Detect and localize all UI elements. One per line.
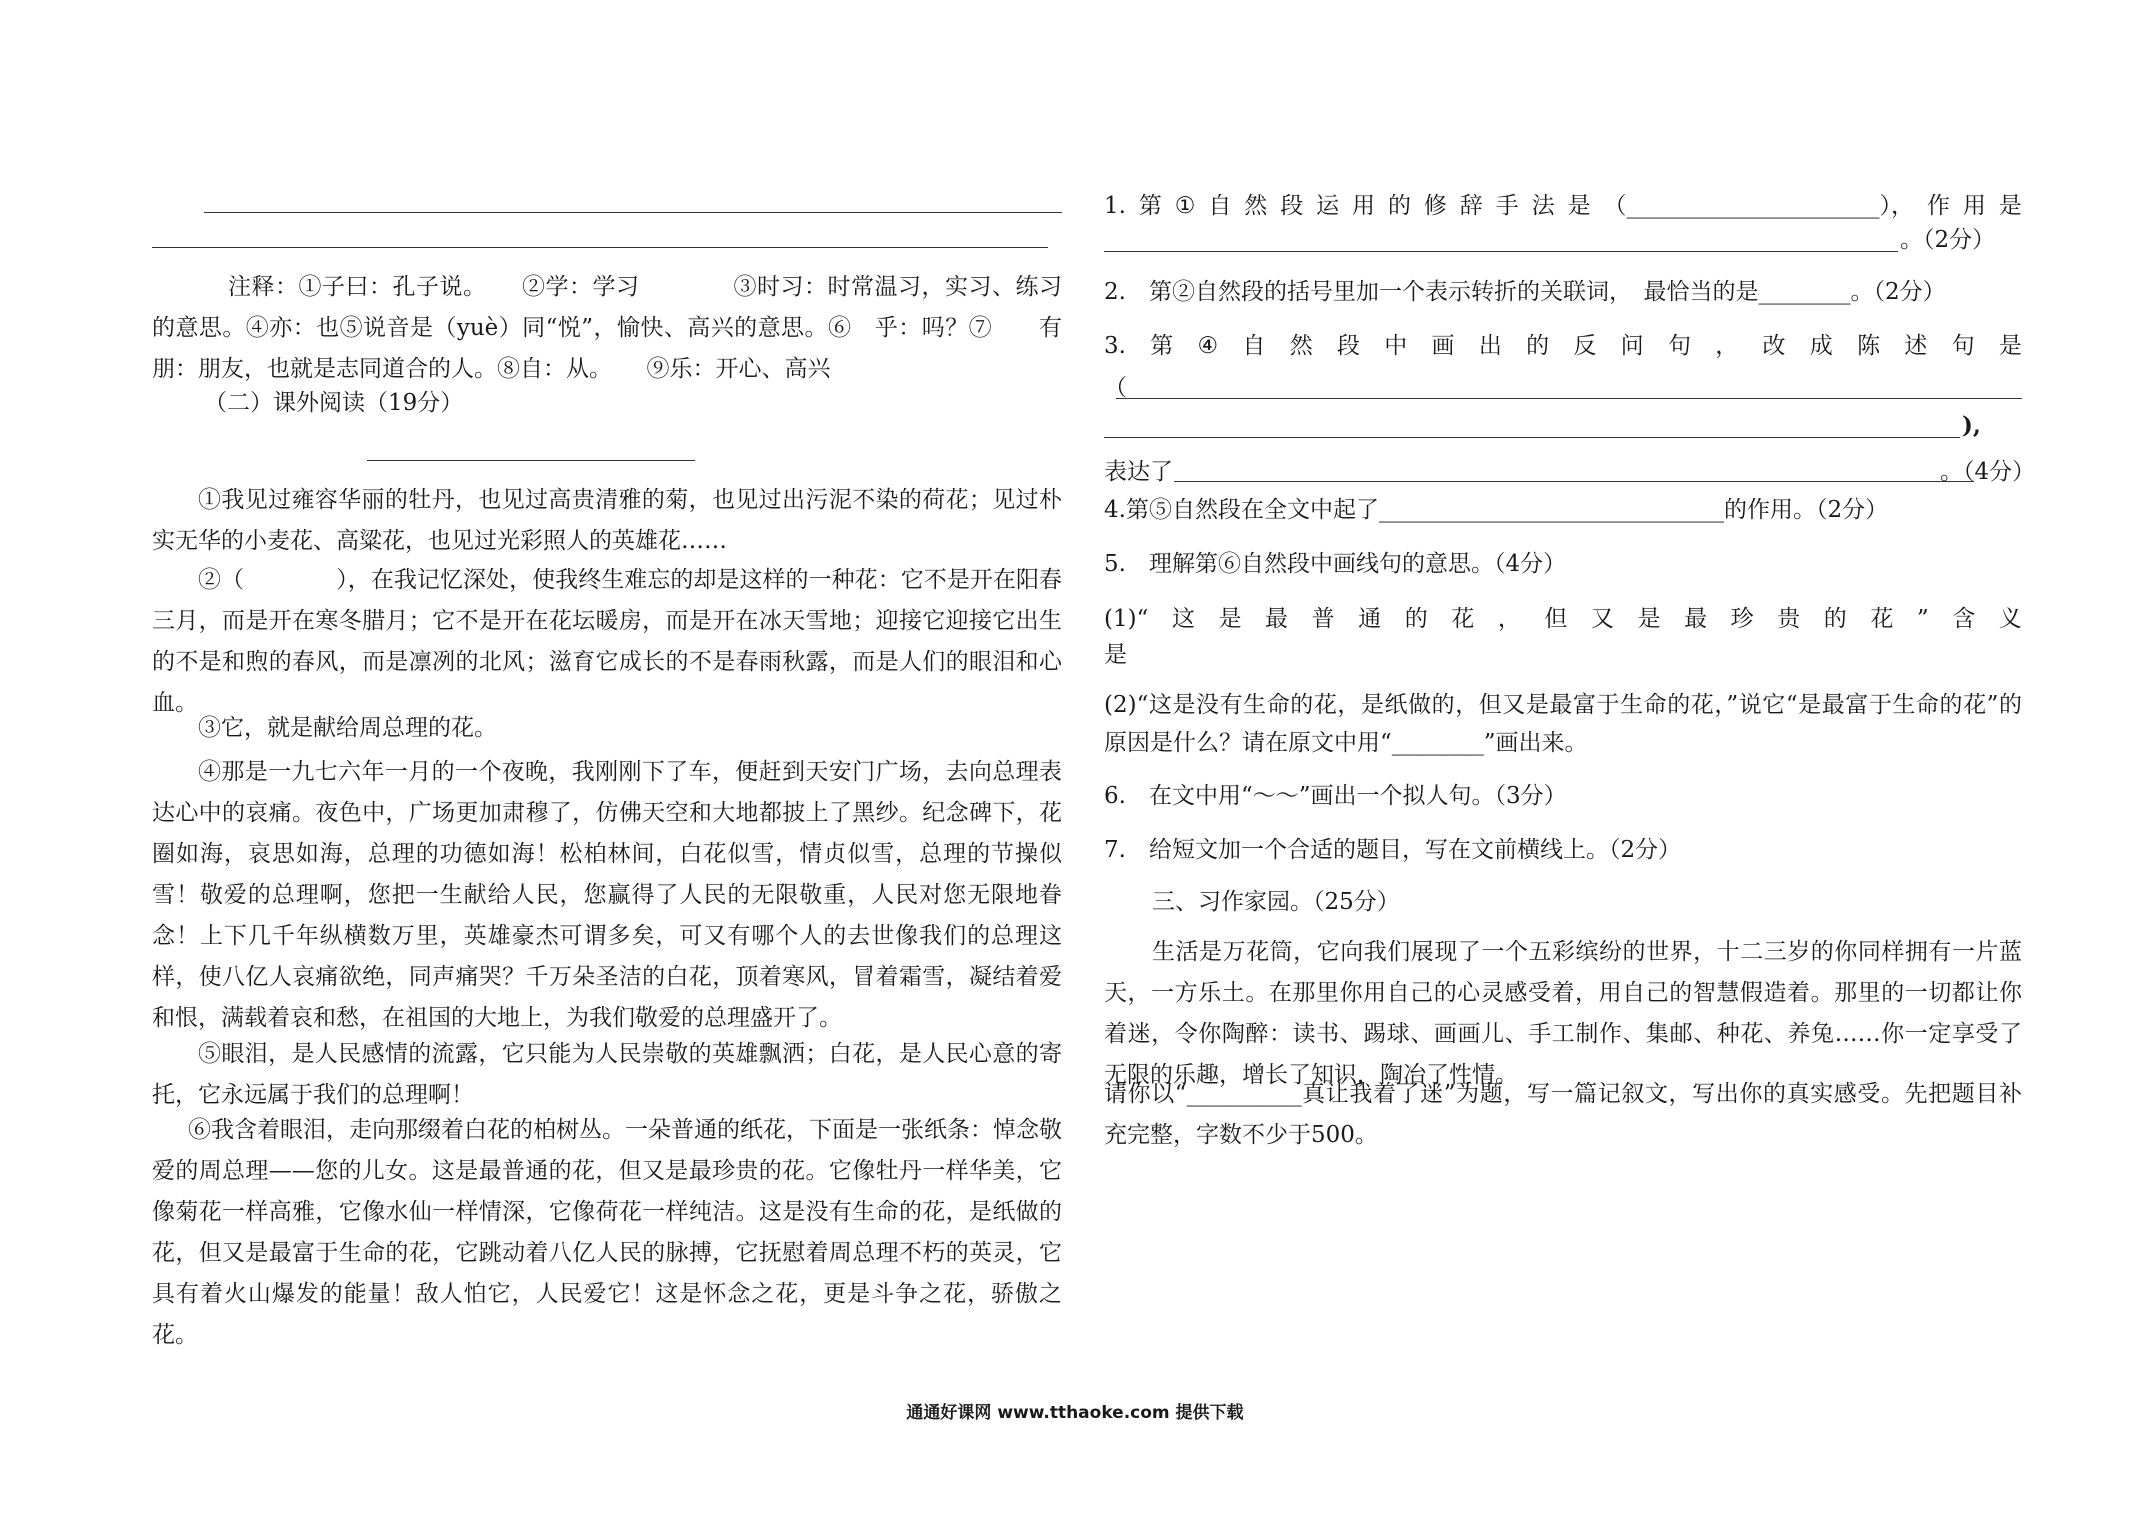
q3-answer-line-1 (1116, 398, 2022, 399)
question-5: 5. 理解第⑥自然段中画线句的意思。（4分） (1104, 551, 1567, 577)
q1-answer-line (1104, 251, 1898, 252)
question-1-points: 。（2分） (1900, 227, 1996, 253)
question-3-close-paren: ), (1962, 412, 1981, 439)
question-6: 6. 在文中用“～～”画出一个拟人句。（3分） (1104, 783, 1567, 809)
section-heading-writing: 三、习作家园。（25分） (1152, 889, 1400, 915)
paragraph-2: ②（ ），在我记忆深处，使我终生难忘的却是这样的一种花：它不是开在阳春三月，而是开在寒冬腊月；它不是开在花坛暖房，而是开在冰天雪地；迎接它迎接它出生的不是和煦的春风，而是凛冽的北风；滋育它成长的不是春雨秋露，而是人们的眼泪和心血。 (152, 567, 1062, 716)
q3-answer-line-2 (1104, 437, 1960, 438)
question-3-open-paren: （ (1104, 375, 1127, 401)
question-3-expressed: 表达了 (1104, 459, 1173, 485)
paragraph-1: ①我见过雍容华丽的牡丹，也见过高贵清雅的菊，也见过出污泥不染的荷花；见过朴实无华的小麦花、高粱花，也见过光彩照人的英雄花…… (152, 487, 1062, 554)
paragraph-3: ③它，就是献给周总理的花。 (198, 715, 497, 741)
question-1-line-a: 1. 第 ① 自 然 段 运 用 的 修 辞 手 法 是 （______________________）， 作 用 是 (1104, 193, 2022, 219)
question-7: 7. 给短文加一个合适的题目，写在文前横线上。（2分） (1104, 837, 1682, 863)
question-2: 2. 第②自然段的括号里加一个表示转折的关联词， 最恰当的是________。（2分） (1104, 279, 1946, 305)
essay-intro: 生活是万花筒，它向我们展现了一个五彩缤纷的世界，十二三岁的你同样拥有一片蓝天，一方乐土。在那里你用自己的心灵感受着，用自己的智慧假造着。那里的一切都让你着迷，令你陶醉：读书、踢球、画画儿、手工制作、集邮、种花、养兔……你一定享受了无限的乐趣，增长了知识，陶冶了性情。 (1104, 939, 2022, 1088)
q3-answer-line-3 (1174, 481, 1974, 482)
question-5-1-line-b: 是 (1104, 642, 1127, 668)
answer-line-1 (204, 212, 1062, 213)
paragraph-4: ④那是一九七六年一月的一个夜晚，我刚刚下了车，便赶到天安门广场，去向总理表达心中的哀痛。夜色中，广场更加肃穆了，仿佛天空和大地都披上了黑纱。纪念碑下，花圈如海，哀思如海，总理的功德如海！松柏林间，白花似雪，情贞似雪，总理的节操似雪！敬爱的总理啊，您把一生献给人民，您赢得了人民的无限敬重，人民对您无限地眷念！上下几千年纵横数万里，英雄豪杰可谓多矣，可又有哪个人的去世像我们的总理这样，使八亿人哀痛欲绝，同声痛哭？千万朵圣洁的白花，顶着寒风，冒着霜雪，凝结着爱和恨，满载着哀和愁，在祖国的大地上，为我们敬爱的总理盛开了。 (152, 759, 1062, 1031)
section-heading-extracurricular: （二）课外阅读（19分） (204, 390, 464, 416)
annotation-notes: 注释：①子曰：孔子说。 ②学：学习 ③时习：时常温习，实习、练习的意思。④亦：也⑤说音是（yuè）同“悦”，愉快、高兴的意思。⑥ 乎：吗？⑦ 有朋：朋友，也就是志同道合的人。⑧自：从。 ⑨乐：开心、高兴 (152, 274, 1062, 382)
paragraph-5: ⑤眼泪，是人民感情的流露，它只能为人民崇敬的英雄飘洒；白花，是人民心意的寄托，它永远属于我们的总理啊！ (152, 1041, 1062, 1108)
essay-prompt: 请你以“__________真让我着了迷”为题，写一篇记叙文，写出你的真实感受。先把题目补充完整，字数不少于500。 (1104, 1081, 2022, 1148)
question-5-1-line-a: (1)“ 这 是 最 普 通 的 花 ， 但 又 是 最 珍 贵 的 花 ” 含 义 (1104, 606, 2022, 632)
paragraph-6: ⑥我含着眼泪，走向那缀着白花的柏树丛。一朵普通的纸花，下面是一张纸条：悼念敬爱的周总理——您的儿女。这是最普通的花，但又是最珍贵的花。它像牡丹一样华美，它像菊花一样高雅，它像水仙一样情深，它像荷花一样纯洁。这是没有生命的花，是纸做的花，但又是最富于生命的花，它跳动着八亿人民的脉搏，它抚慰着周总理不朽的英灵，它具有着火山爆发的能量！敌人怕它，人民爱它！这是怀念之花，更是斗争之花，骄傲之花。 (152, 1117, 1062, 1348)
title-blank-line (367, 460, 695, 461)
answer-line-2 (152, 247, 1048, 248)
question-5-2: (2)“这是没有生命的花，是纸做的，但又是最富于生命的花，”说它“是最富于生命的花”的原因是什么？请在原文中用“________”画出来。 (1104, 692, 2022, 756)
footer-credit: 通通好课网 www.tthaoke.com 提供下载 (906, 1403, 1244, 1423)
question-4: 4.第⑤自然段在全文中起了______________________________的作用。（2分） (1104, 497, 1889, 523)
question-3-points: 。（4分） (1940, 459, 2036, 485)
question-3-line-a: 3. 第 ④ 自 然 段 中 画 出 的 反 问 句 ， 改 成 陈 述 句 是 (1104, 333, 2022, 359)
